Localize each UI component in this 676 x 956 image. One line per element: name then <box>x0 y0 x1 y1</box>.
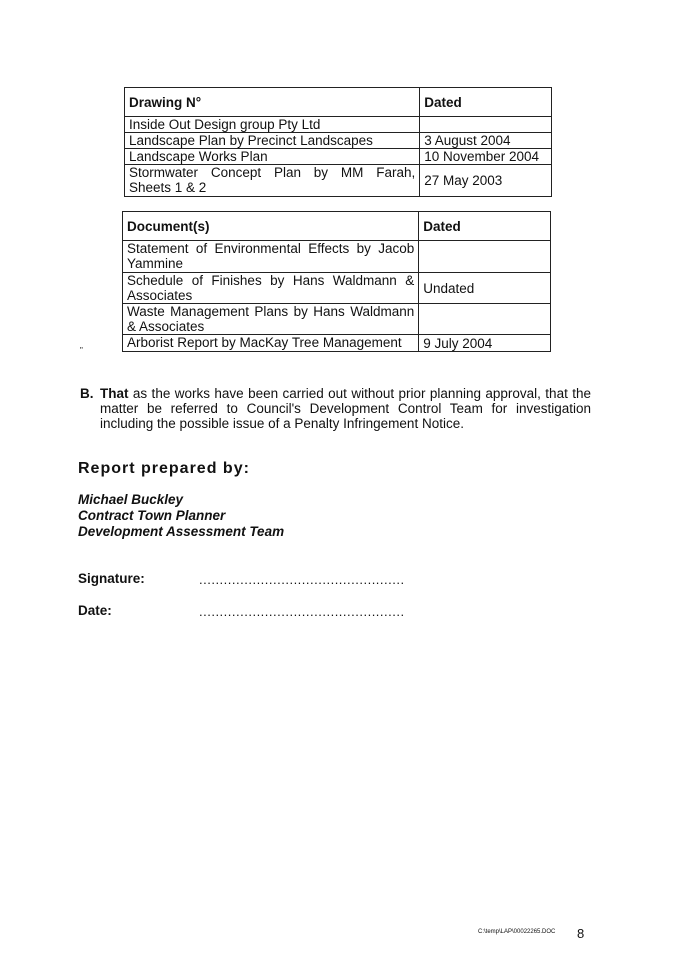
author-block <box>78 492 284 540</box>
signature-line: .................................................. <box>199 572 405 587</box>
drawing-item: Landscape Works Plan <box>125 149 420 165</box>
drawing-item: Landscape Plan by Precinct Landscapes <box>125 133 420 149</box>
document-item-line: Schedule of Finishes by Hans Waldmann & <box>127 273 415 288</box>
document-item-line: Statement of Environmental Effects by Jacob <box>127 241 415 256</box>
documents-table <box>122 211 551 352</box>
document-item-line: Associates <box>127 288 193 303</box>
drawing-header: Drawing N° <box>125 88 420 117</box>
drawing-date <box>420 117 552 133</box>
resolution-letter: B. <box>80 386 94 401</box>
drawing-item-line: Sheets 1 & 2 <box>129 180 207 195</box>
drawing-date: 10 November 2004 <box>420 149 552 165</box>
drawing-date: 3 August 2004 <box>420 133 552 149</box>
drawing-item <box>125 165 420 197</box>
document-dated-header: Dated <box>419 212 551 241</box>
author-name: Michael Buckley <box>78 492 184 507</box>
author-team: Development Assessment Team <box>78 524 285 539</box>
date-line: .................................................. <box>199 604 405 619</box>
document-date <box>419 304 551 335</box>
document-item-line: Waste Management Plans by Hans Waldmann <box>127 304 415 319</box>
dated-header: Dated <box>420 88 552 117</box>
signature-label: Signature: <box>78 571 145 586</box>
document-item-line: & Associates <box>127 319 205 334</box>
author-title: Contract Town Planner <box>78 508 226 523</box>
drawings-table <box>124 87 552 197</box>
date-label: Date: <box>78 603 112 618</box>
document-item: Arborist Report by MacKay Tree Management <box>123 335 419 352</box>
closing-quote-mark: " <box>80 346 83 355</box>
drawing-date: 27 May 2003 <box>420 165 552 197</box>
resolution-text: as the works have been carried out without prior planning approval, that the matter be referred to Council's Development Control Team for investigation including the possible issue of a Penalty Infringement Notice. <box>100 386 591 431</box>
resolution-paragraph <box>100 386 591 431</box>
drawing-item: Inside Out Design group Pty Ltd <box>125 117 420 133</box>
footer-file-reference: C:\temp\LAP\00022265.DOC <box>478 929 556 935</box>
document-item <box>123 273 419 304</box>
document-item <box>123 241 419 273</box>
document-date: Undated <box>419 273 551 304</box>
document-date: 9 July 2004 <box>419 335 551 352</box>
document-date <box>419 241 551 273</box>
resolution-lead: That <box>100 386 129 401</box>
document-item <box>123 304 419 335</box>
document-item-line: Yammine <box>127 256 184 271</box>
report-heading: Report prepared by: <box>78 460 250 477</box>
document-header: Document(s) <box>123 212 419 241</box>
page-number: 8 <box>577 926 585 941</box>
drawing-item-line: Stormwater Concept Plan by MM Farah, <box>129 165 416 180</box>
